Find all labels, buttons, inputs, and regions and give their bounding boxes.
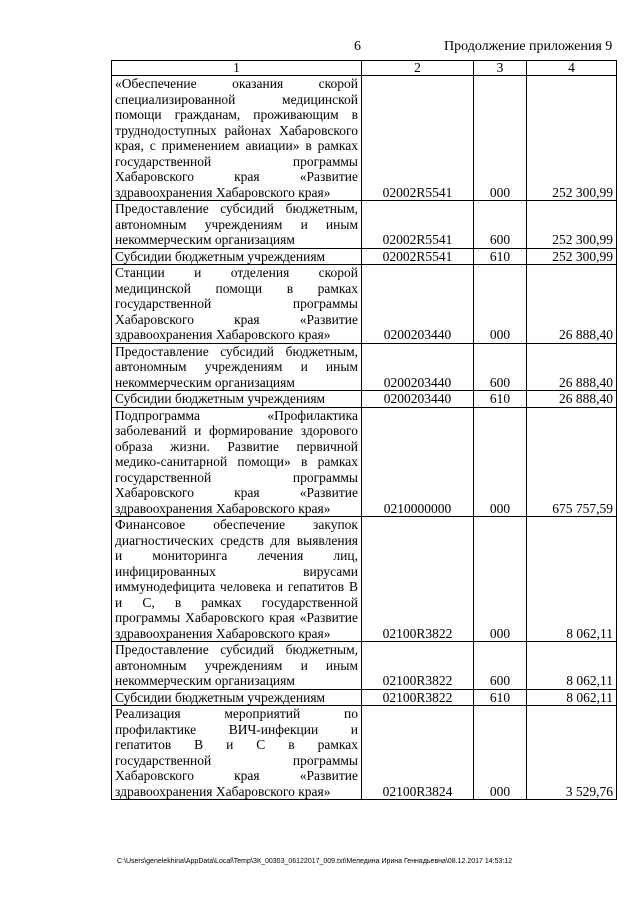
row-type: 610 <box>474 248 527 265</box>
row-type: 610 <box>474 391 527 408</box>
column-header-2: 2 <box>362 61 474 76</box>
row-code: 02002R5541 <box>362 248 474 265</box>
row-description: Субсидии бюджетным учреждениям <box>112 391 362 408</box>
row-amount: 8 062,11 <box>527 689 617 706</box>
table-row <box>112 391 617 408</box>
table-row <box>112 76 617 201</box>
row-code: 0210000000 <box>362 407 474 517</box>
row-amount: 3 529,76 <box>527 706 617 800</box>
row-description: Предоставление субсидий бюджетным, автономным учреждениям и иным некоммерческим организациям <box>112 343 362 391</box>
row-type: 000 <box>474 517 527 642</box>
table-row <box>112 248 617 265</box>
row-description: Предоставление субсидий бюджетным, автономным учреждениям и иным некоммерческим организациям <box>112 201 362 249</box>
row-type: 000 <box>474 706 527 800</box>
row-amount: 252 300,99 <box>527 248 617 265</box>
budget-table <box>111 60 617 800</box>
page-number: 6 <box>354 39 361 54</box>
row-description: Станции и отделения скорой медицинской помощи в рамках государственной программы Хабаровского края «Развитие здравоохранения Хабаровского края» <box>112 265 362 344</box>
row-code: 02100R3822 <box>362 689 474 706</box>
row-description: Реализация мероприятий по профилактике ВИЧ-инфекции и гепатитов В и С в рамках государственной программы Хабаровского края «Развитие здравоохранения Хабаровского края» <box>112 706 362 800</box>
file-path-footer: C:\Users\genelekhina\AppData\Local\Temp\ЗК_00303_06122017_009.txt\Меледина Ирина Геннадьевна\08.12.2017 14:53:12 <box>117 858 513 865</box>
row-code: 0200203440 <box>362 343 474 391</box>
row-code: 02100R3822 <box>362 517 474 642</box>
table-row <box>112 265 617 344</box>
row-description: Предоставление субсидий бюджетным, автономным учреждениям и иным некоммерческим организациям <box>112 642 362 690</box>
row-amount: 26 888,40 <box>527 343 617 391</box>
row-description: Подпрограмма «Профилактика заболеваний и формирование здорового образа жизни. Развитие первичной медико-санитарной помощи» в рамках государственной программы Хабаровского края «Развитие здравоохранения Хабаровского края» <box>112 407 362 517</box>
continuation-label: Продолжение приложения 9 <box>444 39 613 54</box>
row-code: 02002R5541 <box>362 201 474 249</box>
table-row <box>112 706 617 800</box>
row-amount: 252 300,99 <box>527 76 617 201</box>
row-type: 000 <box>474 76 527 201</box>
row-type: 000 <box>474 265 527 344</box>
row-amount: 8 062,11 <box>527 642 617 690</box>
table-header-row <box>112 61 617 76</box>
table-row <box>112 201 617 249</box>
row-code: 0200203440 <box>362 391 474 408</box>
row-amount: 8 062,11 <box>527 517 617 642</box>
row-code: 02100R3824 <box>362 706 474 800</box>
row-type: 000 <box>474 407 527 517</box>
row-description: Субсидии бюджетным учреждениям <box>112 248 362 265</box>
row-code: 0200203440 <box>362 265 474 344</box>
column-header-4: 4 <box>527 61 617 76</box>
row-type: 600 <box>474 642 527 690</box>
table-row <box>112 407 617 517</box>
row-description: Субсидии бюджетным учреждениям <box>112 689 362 706</box>
row-type: 610 <box>474 689 527 706</box>
row-type: 600 <box>474 343 527 391</box>
row-amount: 675 757,59 <box>527 407 617 517</box>
row-amount: 26 888,40 <box>527 391 617 408</box>
row-amount: 252 300,99 <box>527 201 617 249</box>
table-row <box>112 343 617 391</box>
row-code: 02100R3822 <box>362 642 474 690</box>
table-row <box>112 642 617 690</box>
row-type: 600 <box>474 201 527 249</box>
table-row <box>112 517 617 642</box>
column-header-3: 3 <box>474 61 527 76</box>
row-code: 02002R5541 <box>362 76 474 201</box>
table-row <box>112 689 617 706</box>
row-description: «Обеспечение оказания скорой специализированной медицинской помощи гражданам, проживающим в труднодоступных районах Хабаровского края, с применением авиации» в рамках государственной программы Хабаровского края «Развитие здравоохранения Хабаровского края» <box>112 76 362 201</box>
row-description: Финансовое обеспечение закупок диагностических средств для выявления и мониторинга лечения лиц, инфицированных вирусами иммунодефицита человека и гепатитов В и С, в рамках государственной программы Хабаровского края «Развитие здравоохранения Хабаровского края» <box>112 517 362 642</box>
column-header-1: 1 <box>112 61 362 76</box>
row-amount: 26 888,40 <box>527 265 617 344</box>
